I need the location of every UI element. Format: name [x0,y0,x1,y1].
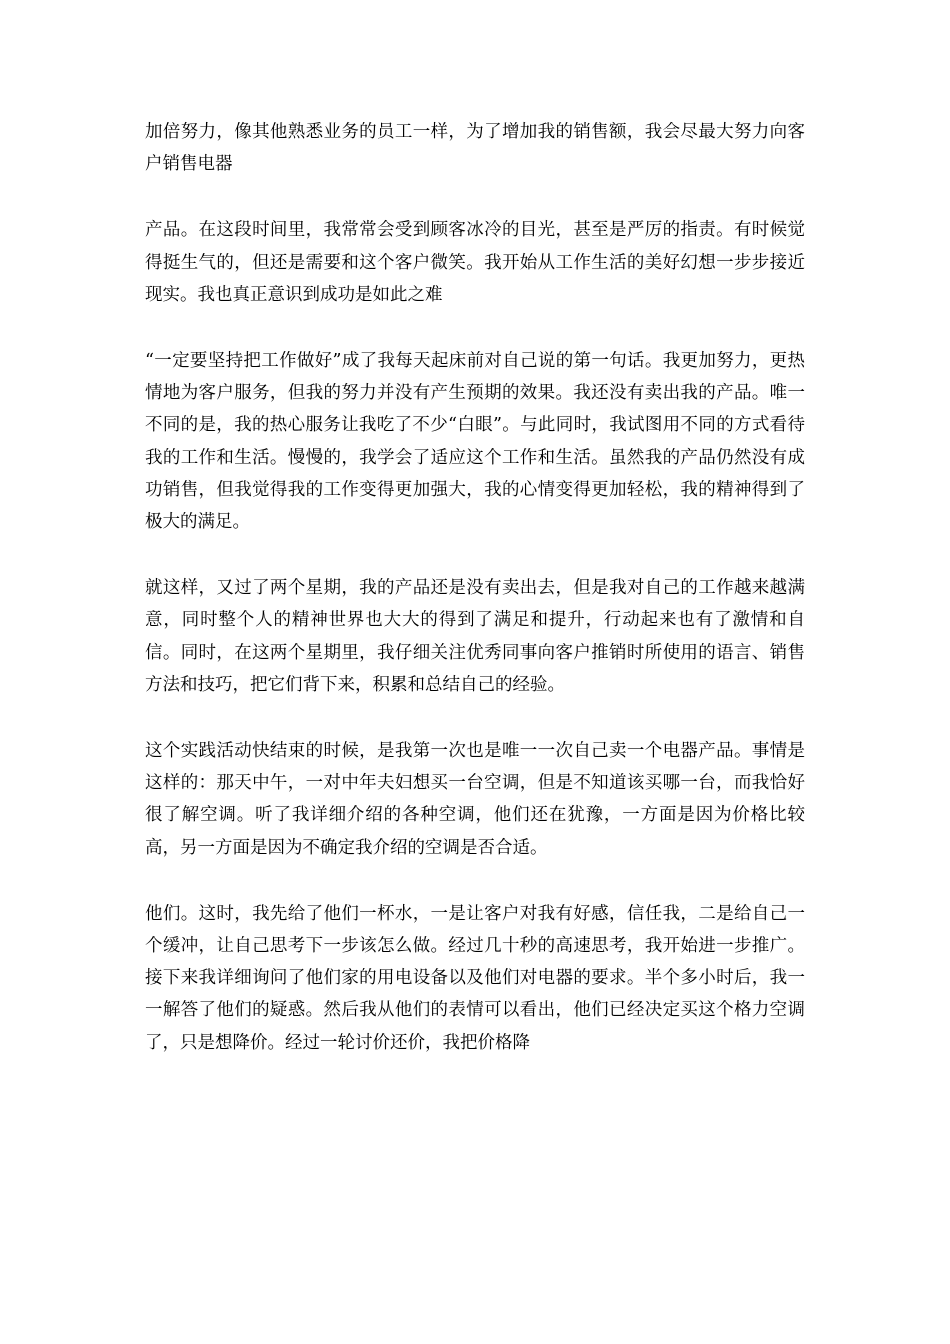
document-body [145,116,805,1093]
paragraph-6: 他们。这时，我先给了他们一杯水，一是让客户对我有好感，信任我，二是给自己一个缓冲，让自己思考下一步该怎么做。经过几十秒的高速思考，我开始进一步推广。接下来我详细询问了他们家的用电设备以及他们对电器的要求。半个多小时后，我一一解答了他们的疑惑。然后我从他们的表情可以看出，他们已经决定买这个格力空调了，只是想降价。经过一轮讨价还价，我把价格降 [145,903,805,1053]
paragraph-4: 就这样，又过了两个星期，我的产品还是没有卖出去，但是我对自己的工作越来越满意，同时整个人的精神世界也大大的得到了满足和提升，行动起来也有了激情和自信。同时，在这两个星期里，我仔细关注优秀同事向客户推销时所使用的语言、销售方法和技巧，把它们背下来，积累和总结自己的经验。 [145,578,805,695]
paragraph-2: 产品。在这段时间里，我常常会受到顾客冰冷的目光，甚至是严厉的指责。有时候觉得挺生气的，但还是需要和这个客户微笑。我开始从工作生活的美好幻想一步步接近现实。我也真正意识到成功是如此之难 [145,220,805,305]
paragraph-1: 加倍努力，像其他熟悉业务的员工一样，为了增加我的销售额，我会尽最大努力向客户销售电器 [145,122,805,175]
paragraph-5: 这个实践活动快结束的时候，是我第一次也是唯一一次自己卖一个电器产品。事情是这样的：那天中午，一对中年夫妇想买一台空调，但是不知道该买哪一台，而我恰好很了解空调。听了我详细介绍的各种空调，他们还在犹豫，一方面是因为价格比较高，另一方面是因为不确定我介绍的空调是否合适。 [145,741,805,858]
paragraph-3: “一定要坚持把工作做好”成了我每天起床前对自己说的第一句话。我更加努力，更热情地为客户服务，但我的努力并没有产生预期的效果。我还没有卖出我的产品。唯一不同的是，我的热心服务让我吃了不少“白眼”。与此同时，我试图用不同的方式看待我的工作和生活。慢慢的，我学会了适应这个工作和生活。虽然我的产品仍然没有成功销售，但我觉得我的工作变得更加强大，我的心情变得更加轻松，我的精神得到了极大的满足。 [145,351,805,533]
